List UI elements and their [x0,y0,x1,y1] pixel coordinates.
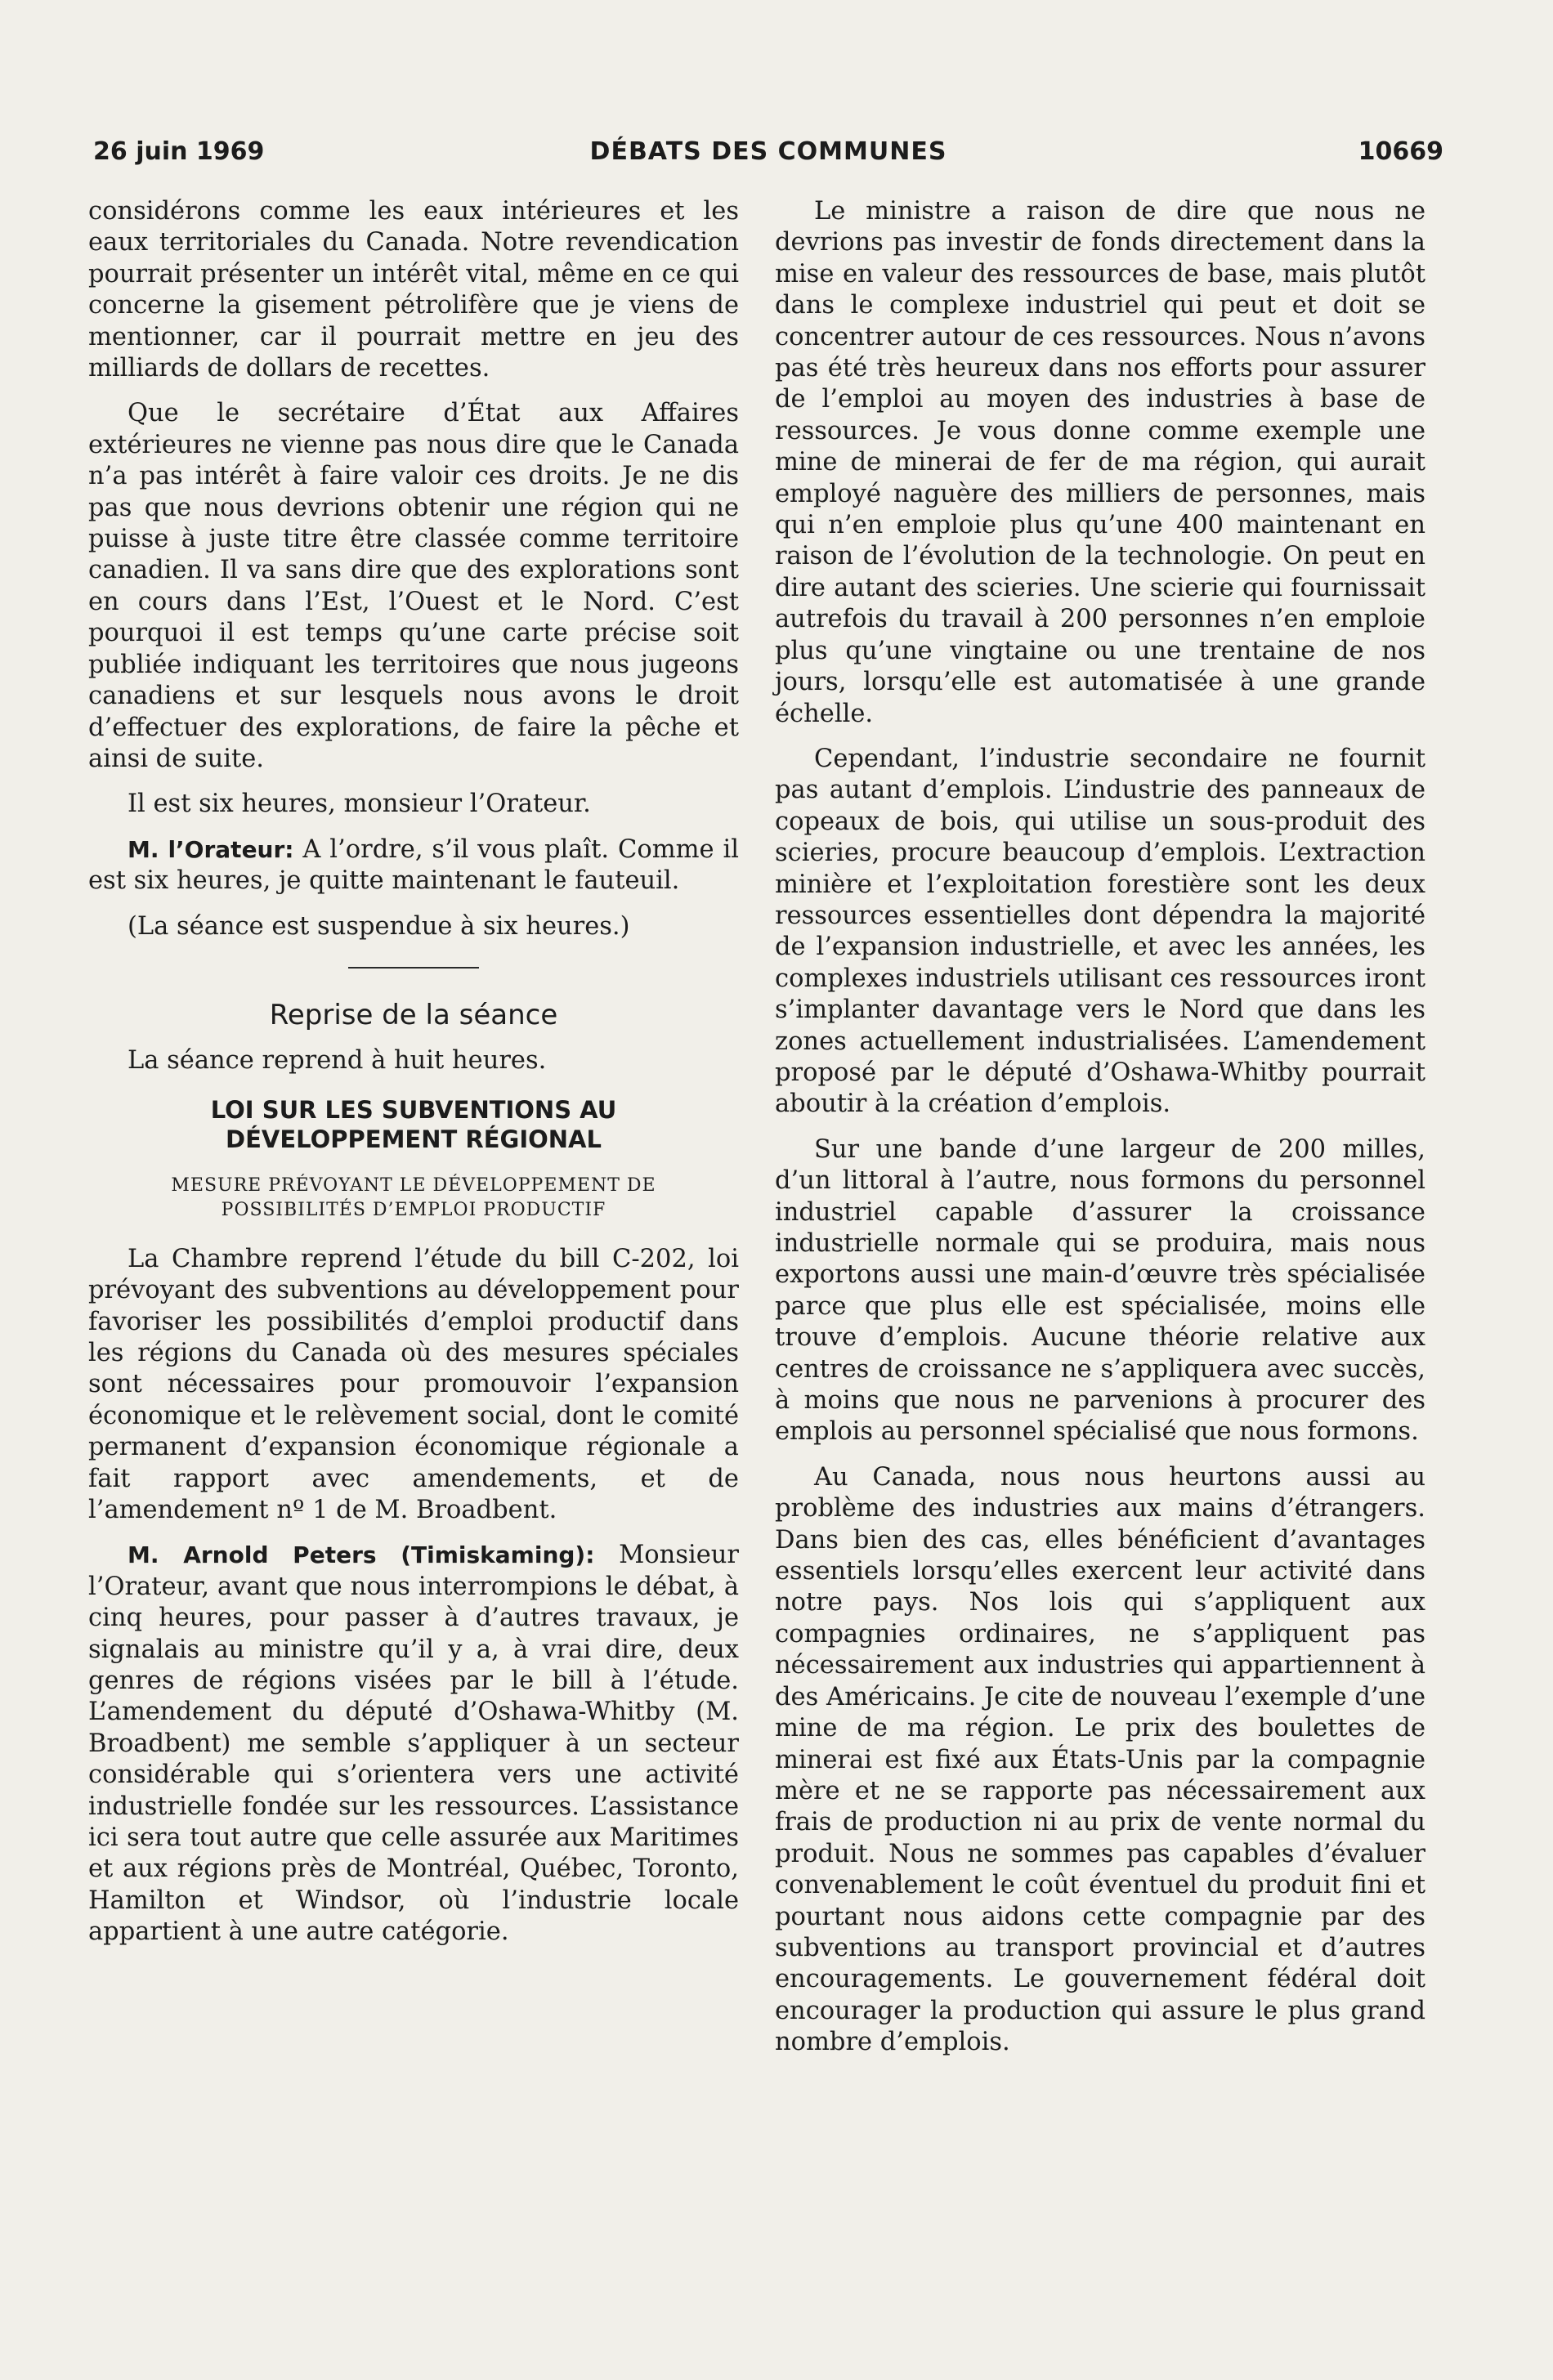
page-number: 10669 [1358,137,1443,166]
paragraph: Il est six heures, monsieur l’Orateur. [128,790,591,819]
paragraph: (La séance est suspendue à six heures.) [128,911,630,941]
speaker-name: M. l’Orateur: [128,835,294,863]
paragraph: Cependant, l’industrie secondaire ne fournit pas autant d’emplois. L’industrie des panneaux de copeaux de bois, qui utilise un sous-produit des scieries, procure beaucoup d’emplois. L’extraction minière et l’exploitation forestière sont les deux ressources essentielles dont dépendra la majorité de l’expansion industrielle, et avec les années, les complexes industriels utilisant ces ressources iront s’implanter davantage vers le Nord que dans les zones actuellement industrialisées. L’amendement proposé par le député d’Oshawa-Whitby pourrait aboutir à la création d’emplois. [775,744,1425,1119]
bill-subtitle-line: POSSIBILITÉS D’EMPLOI PRODUCTIF [221,1199,606,1220]
header-date: 26 juin 1969 [93,137,265,166]
divider [348,967,479,969]
bill-subtitle-line: MESURE PRÉVOYANT LE DÉVELOPPEMENT DE [171,1174,656,1196]
paragraph: Que le secrétaire d’État aux Affaires extérieures ne vienne pas nous dire que le Canada n’a pas intérêt à faire valoir ces droits. Je ne dis pas que nous devrions obtenir une région qui ne puisse à juste titre être classée comme territoire canadien. Il va sans dire que des explorations sont en cours dans l’Est, l’Ouest et le Nord. C’est pourquoi il est temps qu’une carte précise soit publiée indiquant les territoires que nous jugeons canadiens et sur lesquels nous avons le droit d’effectuer des explorations, de faire la pêche et ainsi de suite. [88,399,739,773]
paragraph: La séance reprend à huit heures. [128,1046,547,1076]
left-column [88,196,739,1962]
speaker-paragraph [88,1540,739,1948]
right-column [775,196,1425,2073]
speech-text: A l’ordre, s’il vous plaît. Comme il est six heures, je quitte maintenant le fauteuil. [88,834,739,896]
speaker-paragraph [88,834,739,897]
paragraph: considérons comme les eaux intérieures et les eaux territoriales du Canada. Notre revendication pourrait présenter un intérêt vital, même en ce qui concerne la gisement pétrolifère que je viens de mentionner, car il pourrait mettre en jeu des milliards de dollars de recettes. [88,197,739,383]
paragraph: La Chambre reprend l’étude du bill C-202, loi prévoyant des subventions au développement pour favoriser les possibilités d’emploi productif dans les régions du Canada où des mesures spéciales sont nécessaires pour promouvoir l’expansion économique et le relèvement social, dont le comité permanent d’expansion économique régionale a fait rapport avec amendements, et de l’amendement nº 1 de M. Broadbent. [88,1244,739,1524]
bill-title-line: DÉVELOPPEMENT RÉGIONAL [226,1125,602,1153]
section-title: Reprise de la séance [269,998,558,1031]
speaker-name: M. Arnold Peters (Timiskaming): [128,1541,595,1569]
paragraph: Le ministre a raison de dire que nous ne devrions pas investir de fonds directement dans la mise en valeur des ressources de base, mais plutôt dans le complexe industriel qui peut et doit se concentrer autour de ces ressources. Nous n’avons pas été très heureux dans nos efforts pour assurer de l’emploi au moyen des industries à base de ressources. Je vous donne comme exemple une mine de minerai de fer de ma région, qui aurait employé naguère des milliers de personnes, mais qui n’en emploie plus qu’une 400 maintenant en raison de l’évolution de la technologie. On peut en dire autant des scieries. Une scierie qui fournissait autrefois du travail à 200 personnes n’en emploie plus qu’une vingtaine ou une trentaine de nos jours, lorsqu’elle est automatisée à une grande échelle. [775,197,1425,728]
paragraph: Sur une bande d’une largeur de 200 milles, d’un littoral à l’autre, nous formons du personnel industriel capable d’assurer la croissance industrielle normale qui se produira, mais nous exportons aussi une main-d’œuvre très spécialisée parce que plus elle est spécialisée, moins elle trouve d’emplois. Aucune théorie relative aux centres de croissance ne s’appliquera avec succès, à moins que nous ne parvenions à procurer des emplois au personnel spécialisé que nous formons. [775,1134,1425,1447]
page-header [93,137,1443,173]
paragraph: Au Canada, nous nous heurtons aussi au problème des industries aux mains d’étrangers. Dans bien des cas, elles bénéficient d’avantages essentiels lorsqu’elles exercent leur activité dans notre pays. Nos lois qui s’appliquent aux compagnies ordinaires, ne s’appliquent pas nécessairement aux industries qui appartiennent à des Américains. Je cite de nouveau l’exemple d’une mine de ma région. Le prix des boulettes de minerai est fixé aux États-Unis par la compagnie mère et ne se rapporte pas nécessairement aux frais de production ni au prix de vente normal du produit. Nous ne sommes pas capables d’évaluer convenablement le coût éventuel du produit fini et pourtant nous aidons cette compagnie par des subventions au transport provincial et d’autres encouragements. Le gouvernement fédéral doit encourager la production qui assure le plus grand nombre d’emplois. [775,1462,1425,2057]
speech-text: Monsieur l’Orateur, avant que nous interrompions le débat, à cinq heures, pour passer à d’autres travaux, je signalais au ministre qu’il y a, à vrai dire, deux genres de régions visées par le bill à l’étude. L’amendement du député d’Oshawa-Whitby (M. Broadbent) me semble s’appliquer à un secteur considérable qui s’orientera vers une activité industrielle fondée sur les ressources. L’assistance ici sera tout autre que celle assurée aux Maritimes et aux régions près de Montréal, Québec, Toronto, Hamilton et Windsor, où l’industrie locale appartient à une autre catégorie. [88,1541,739,1947]
bill-subtitle [88,1174,739,1223]
bill-title [88,1095,739,1154]
header-title: DÉBATS DES COMMUNES [589,137,947,166]
bill-title-line: LOI SUR LES SUBVENTIONS AU [210,1095,617,1124]
